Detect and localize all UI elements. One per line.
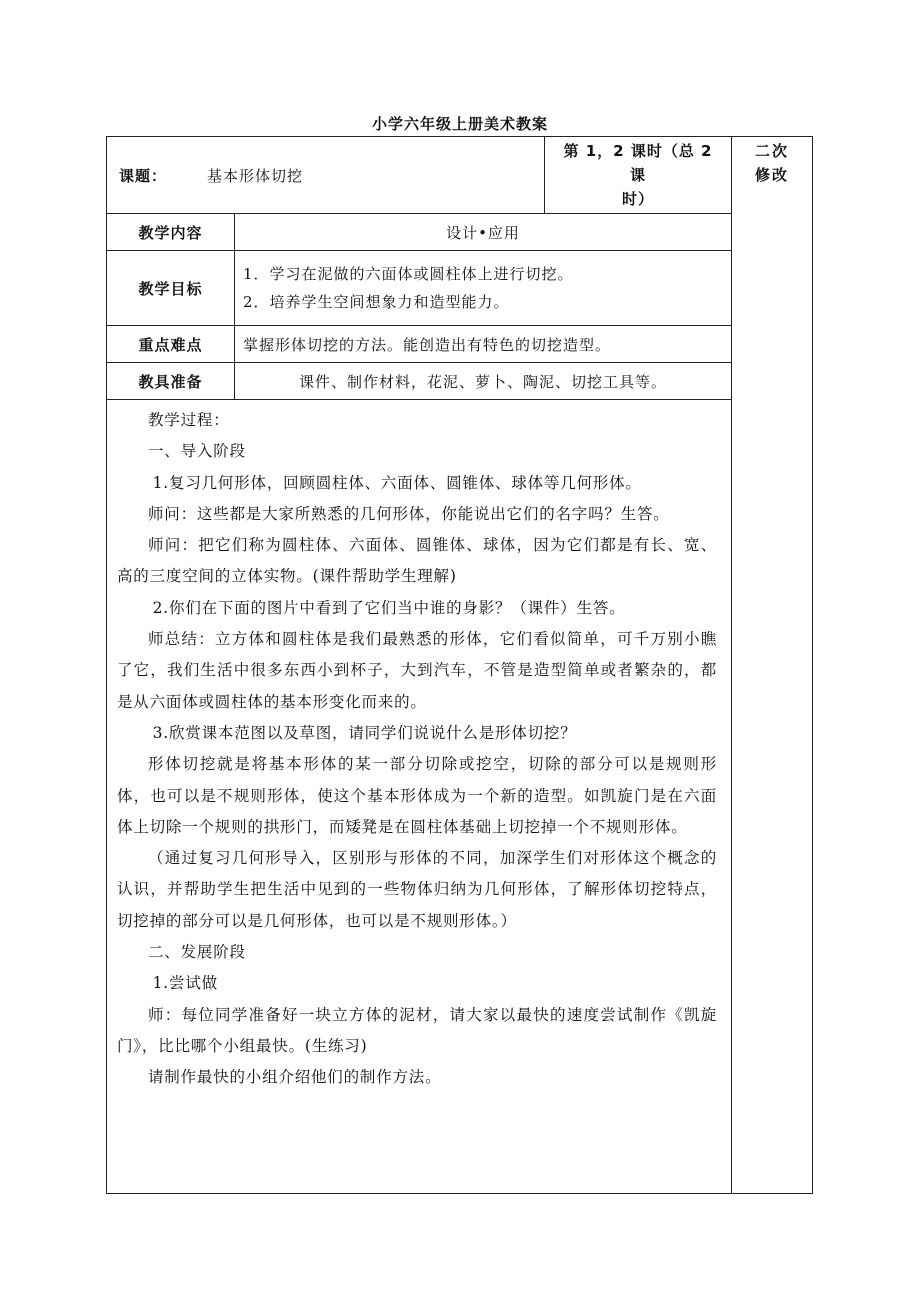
process-paragraph: 师问：把它们称为圆柱体、六面体、圆锥体、球体，因为它们都是有长、宽、高的三度空间的立体实物。(课件帮助学生理解) [117, 536, 717, 586]
content-row [107, 214, 813, 251]
focus-row [107, 326, 813, 363]
tools-label: 教具准备 [107, 363, 235, 400]
revision-column [732, 137, 813, 1194]
focus-label: 重点难点 [107, 326, 235, 363]
process-paragraph: 形体切挖就是将基本形体的某一部分切除或挖空，切除的部分可以是规则形体，也可以是不规则形体，使这个基本形体成为一个新的造型。如凯旋门是在六面体上切除一个规则的拱形门，而矮凳是在圆柱体基础上切挖掉一个不规则形体。 [117, 755, 717, 836]
tools-value: 课件、制作材料，花泥、萝卜、陶泥、切挖工具等。 [235, 363, 732, 400]
lesson-plan-table [106, 136, 813, 1194]
focus-value: 掌握形体切挖的方法。能创造出有特色的切挖造型。 [235, 326, 732, 363]
topic-label: 课题： [119, 166, 168, 185]
document-title: 小学六年级上册美术教案 [371, 115, 548, 133]
content-value: 设计•应用 [235, 214, 732, 251]
process-paragraph: 一、导入阶段 [148, 442, 246, 461]
process-paragraph: 请制作最快的小组介绍他们的制作方法。 [148, 1068, 442, 1087]
topic-cell [107, 137, 545, 214]
process-paragraph: 2.你们在下面的图片中看到了它们当中谁的身影？（课件）生答。 [152, 598, 626, 617]
process-row [107, 400, 813, 1194]
process-paragraph: 师问：这些都是大家所熟悉的几何形体，你能说出它们的名字吗？生答。 [148, 504, 670, 523]
goal-item-1: 1．学习在泥做的六面体或圆柱体上进行切挖。 [243, 265, 574, 283]
tools-row [107, 363, 813, 400]
process-paragraph: 师总结：立方体和圆柱体是我们最熟悉的形体，它们看似简单，可千万别小瞧了它，我们生活中很多东西小到杯子，大到汽车，不管是造型简单或者繁杂的，都是从六面体或圆柱体的基本形变化而来的。 [117, 630, 717, 711]
process-paragraph: 师：每位同学准备好一块立方体的泥材，请大家以最快的速度尝试制作《凯旋门》，比比哪个小组最快。(生练习) [117, 1005, 717, 1055]
revise-line-2: 修改 [754, 166, 789, 184]
process-paragraph: 3.欣赏课本范图以及草图，请同学们说说什么是形体切挖？ [152, 723, 577, 742]
header-row [107, 137, 813, 214]
period-line-1: 第 1，2 课时（总 2 课 [563, 142, 713, 184]
period-cell [545, 137, 732, 214]
goal-item-2: 2．培养学生空间想象力和造型能力。 [243, 293, 510, 311]
teaching-process [107, 400, 732, 1194]
process-paragraph: 1.尝试做 [152, 974, 218, 993]
goals-row [107, 251, 813, 326]
goals-value [235, 251, 732, 326]
topic-value: 基本形体切挖 [207, 166, 304, 185]
goals-label: 教学目标 [107, 251, 235, 326]
process-paragraph: 教学过程： [148, 411, 230, 429]
process-paragraph: （通过复习几何形导入，区别形与形体的不同，加深学生们对形体这个概念的认识，并帮助学生把生活中见到的一些物体归纳为几何形体，了解形体切挖特点，切挖掉的部分可以是几何形体，也可以是不规则形体。） [117, 849, 717, 930]
period-line-2: 时） [621, 190, 654, 208]
process-paragraph: 1.复习几何形体，回顾圆柱体、六面体、圆锥体、球体等几何形体。 [152, 473, 642, 492]
content-label: 教学内容 [107, 214, 235, 251]
process-paragraph: 二、发展阶段 [148, 943, 246, 962]
revise-line-1: 二次 [754, 142, 789, 160]
